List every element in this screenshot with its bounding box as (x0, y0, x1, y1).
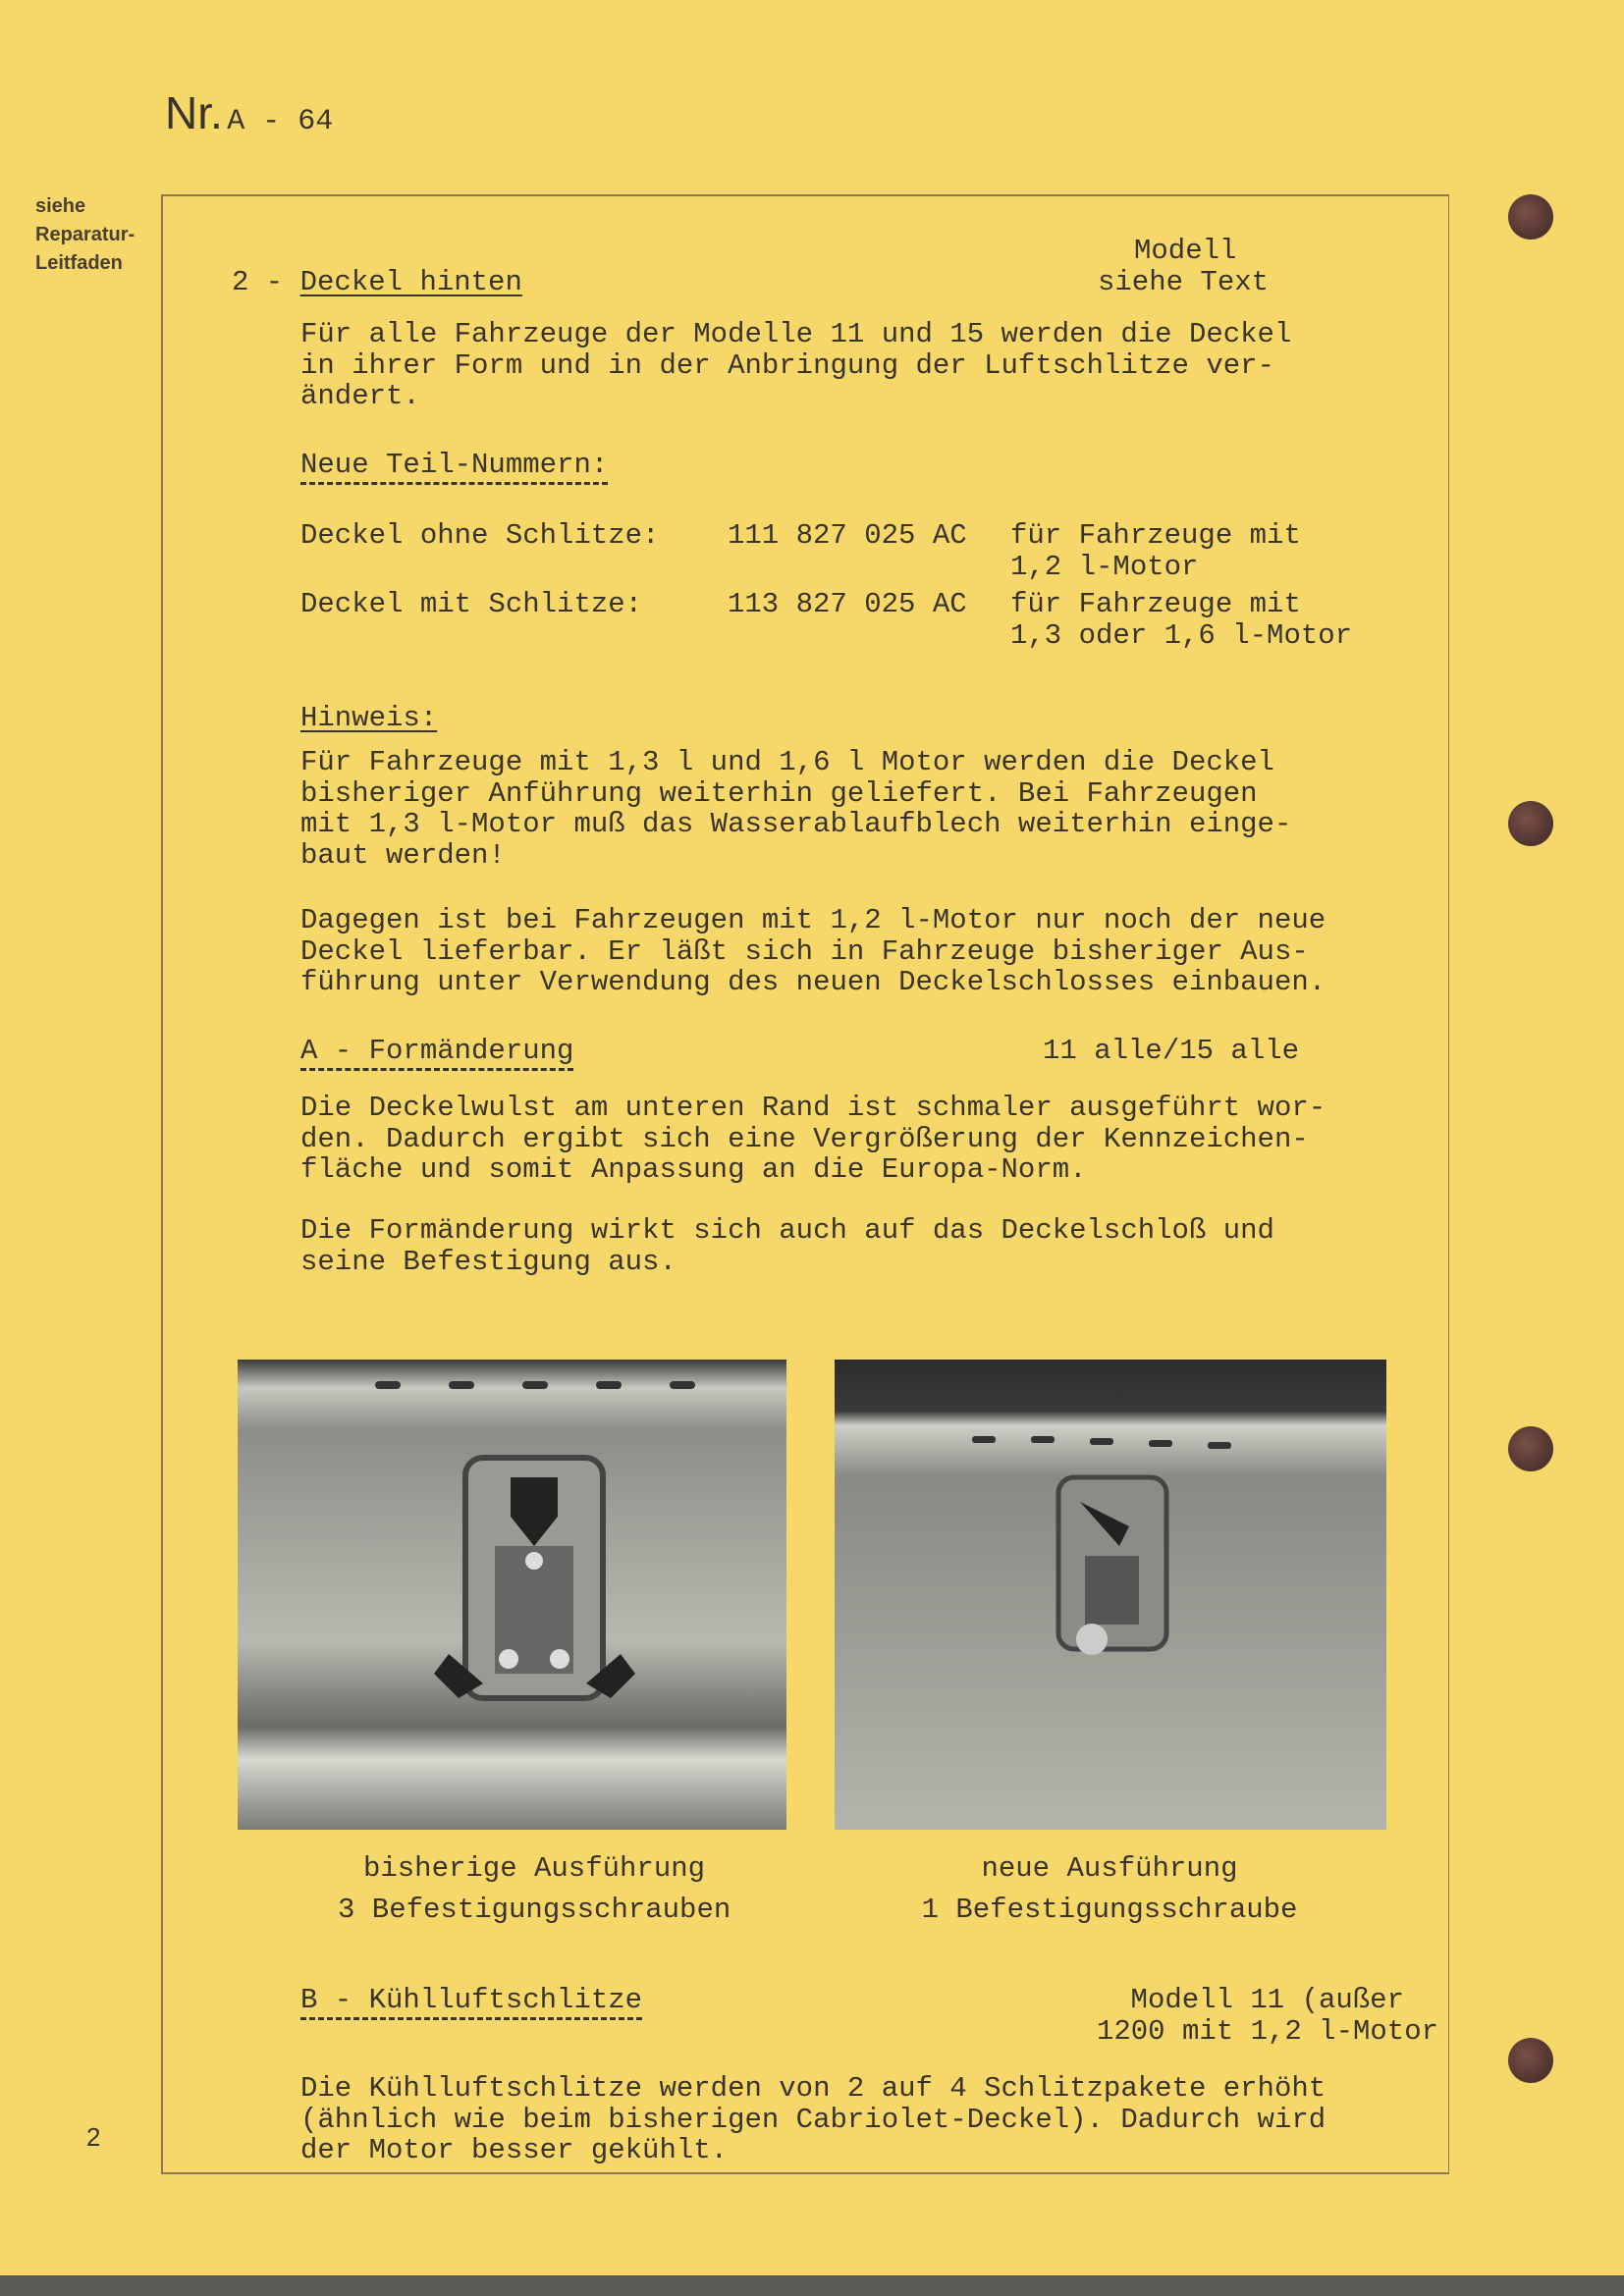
text-line: bisheriger Anführung weiterhin geliefert. Bei Fahrzeugen (300, 776, 1258, 810)
text-line: führung unter Verwendung des neuen Deckelschlosses einbauen. (300, 966, 1326, 998)
text-line: baut werden! (300, 838, 506, 872)
section-number: 2 - (232, 266, 284, 298)
intro-paragraph (300, 319, 1291, 412)
punch-hole (1508, 2038, 1553, 2083)
text-line: 1200 mit 1,2 l-Motor (1096, 2014, 1438, 2048)
photo-new-lock (835, 1360, 1386, 1830)
caption-line: bisherige Ausführung (362, 1852, 706, 1885)
text-line: der Motor besser gekühlt. (300, 2134, 729, 2166)
model-label: Modell (1134, 235, 1237, 267)
text-line: (ähnlich wie beim bisherigen Cabriolet-Deckel). Dadurch wird (300, 2103, 1326, 2136)
note-paragraph-1 (300, 747, 1291, 871)
text-line: Für alle Fahrzeuge der Modelle 11 und 15 werden die Deckel (300, 318, 1292, 350)
photo-old-lock (238, 1360, 786, 1830)
part-number: 113 827 025 AC (728, 588, 967, 620)
subsection-a-paragraph-1 (300, 1093, 1326, 1186)
note-paragraph-2 (300, 905, 1326, 998)
subsection-b-models (1065, 1985, 1438, 2047)
scan-edge (0, 2275, 1624, 2296)
caption-line: 3 Befestigungsschrauben (338, 1893, 731, 1926)
text-line: fläche und somit Anpassung an die Europa-Norm. (300, 1153, 1087, 1186)
page-number: 2 (86, 2122, 101, 2152)
margin-note (35, 192, 135, 278)
text-line: in ihrer Form und in der Anbringung der Luftschlitze ver- (300, 348, 1274, 382)
section-title-text: Deckel hinten (299, 266, 522, 298)
margin-note-line: Reparatur- (35, 224, 135, 245)
part-name: Deckel mit Schlitze: (300, 588, 643, 620)
text-line: Dagegen ist bei Fahrzeugen mit 1,2 l-Motor nur noch der neue (300, 904, 1326, 936)
part-use: für Fahrzeuge mit (1010, 588, 1301, 620)
part-name: Deckel ohne Schlitze: (300, 519, 660, 552)
part-number: 111 827 025 AC (728, 519, 967, 552)
text-line: Die Deckelwulst am unteren Rand ist schmaler ausgeführt wor- (300, 1092, 1326, 1124)
photo-caption-new (913, 1853, 1306, 1925)
section-title (232, 267, 522, 298)
text-line: Deckel lieferbar. Er läßt sich in Fahrzeuge bisheriger Aus- (300, 934, 1309, 968)
punch-hole (1508, 801, 1553, 846)
subsection-a-title: A - Formänderung (300, 1035, 573, 1071)
subsection-b-title: B - Kühlluftschlitze (300, 1984, 642, 2020)
part-use: 1,2 l-Motor (1010, 550, 1199, 583)
part-use: für Fahrzeuge mit (1010, 519, 1301, 552)
part-use: 1,3 oder 1,6 l-Motor (1010, 618, 1353, 652)
nr-label: Nr. (165, 87, 223, 138)
text-line: den. Dadurch ergibt sich eine Vergrößerung der Kennzeichen- (300, 1122, 1309, 1155)
subsection-a-paragraph-2 (300, 1215, 1274, 1277)
text-line: ändert. (300, 380, 420, 412)
photo-caption-old (338, 1853, 731, 1925)
subsection-a-models: 11 alle/15 alle (1043, 1035, 1300, 1067)
text-line: Für Fahrzeuge mit 1,3 l und 1,6 l Motor werden die Deckel (300, 746, 1274, 778)
margin-note-line: Leitfaden (35, 252, 123, 274)
text-line: mit 1,3 l-Motor muß das Wasserablaufblech weiterhin einge- (300, 808, 1292, 840)
model-value: siehe Text (1098, 266, 1270, 298)
text-line: Die Formänderung wirkt sich auch auf das Deckelschloß und (300, 1214, 1274, 1247)
caption-line: neue Ausführung (981, 1852, 1238, 1885)
punch-hole (1508, 1426, 1553, 1471)
nr-value: A - 64 (227, 105, 334, 138)
parts-heading: Neue Teil-Nummern: (300, 449, 608, 485)
document-number (165, 86, 333, 139)
note-heading: Hinweis: (300, 702, 438, 734)
text-line: Modell 11 (außer (1130, 1984, 1404, 2016)
text-line: seine Befestigung aus. (300, 1245, 677, 1278)
subsection-b-paragraph (300, 2073, 1326, 2166)
punch-hole (1508, 194, 1553, 240)
text-line: Die Kühlluftschlitze werden von 2 auf 4 Schlitzpakete erhöht (300, 2072, 1326, 2105)
margin-note-line: siehe (35, 195, 86, 217)
caption-line: 1 Befestigungsschraube (921, 1893, 1298, 1926)
